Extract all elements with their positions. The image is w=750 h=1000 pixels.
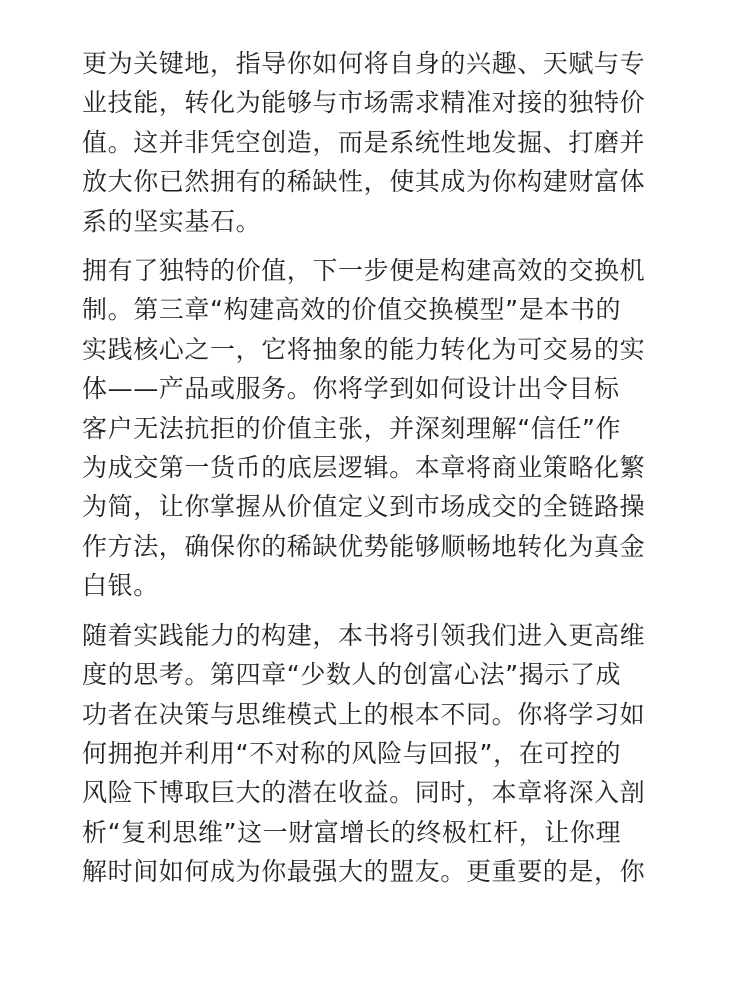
text-line: 体——产品或服务。你将学到如何设计出令目标 bbox=[82, 374, 620, 404]
text-line: 放大你已然拥有的稀缺性，使其成为你构建财富体 bbox=[82, 167, 646, 197]
text-line: 实践核心之一，它将抽象的能力转化为可交易的实 bbox=[82, 334, 646, 364]
text-line: 制。第三章“构建高效的价值交换模型”是本书的 bbox=[82, 295, 622, 325]
text-line: 业技能，转化为能够与市场需求精准对接的独特价 bbox=[82, 88, 646, 118]
paragraph-3 bbox=[82, 616, 672, 892]
text-line: 值。这并非凭空创造，而是系统性地发掘、打磨并 bbox=[82, 127, 646, 157]
text-line: 析“复利思维”这一财富增长的终极杠杆，让你理 bbox=[82, 817, 622, 847]
text-line: 系的坚实基石。 bbox=[82, 206, 262, 236]
text-line: 更为关键地，指导你如何将自身的兴趣、天赋与专 bbox=[82, 49, 646, 78]
text-line: 拥有了独特的价值，下一步便是构建高效的交换机 bbox=[82, 256, 646, 286]
text-line: 客户无法抗拒的价值主张，并深刻理解“信任”作 bbox=[82, 413, 622, 443]
paragraph-2 bbox=[82, 251, 672, 606]
text-line: 度的思考。第四章“少数人的创富心法”揭示了成 bbox=[82, 660, 622, 690]
text-line: 作方法，确保你的稀缺优势能够顺畅地转化为真金 bbox=[82, 531, 646, 561]
text-line: 为成交第一货币的底层逻辑。本章将商业策略化繁 bbox=[82, 453, 646, 483]
text-line: 白银。 bbox=[82, 571, 159, 601]
text-line: 何拥抱并利用“不对称的风险与回报”，在可控的 bbox=[82, 738, 622, 768]
text-line: 随着实践能力的构建，本书将引领我们进入更高维 bbox=[82, 620, 646, 650]
text-line: 解时间如何成为你最强大的盟友。更重要的是，你 bbox=[82, 857, 646, 887]
text-line: 风险下博取巨大的潜在收益。同时，本章将深入剖 bbox=[82, 778, 646, 808]
document-page bbox=[82, 44, 672, 902]
text-line: 为简，让你掌握从价值定义到市场成交的全链路操 bbox=[82, 492, 646, 522]
text-line: 功者在决策与思维模式上的根本不同。你将学习如 bbox=[82, 699, 646, 729]
paragraph-1 bbox=[82, 44, 672, 241]
